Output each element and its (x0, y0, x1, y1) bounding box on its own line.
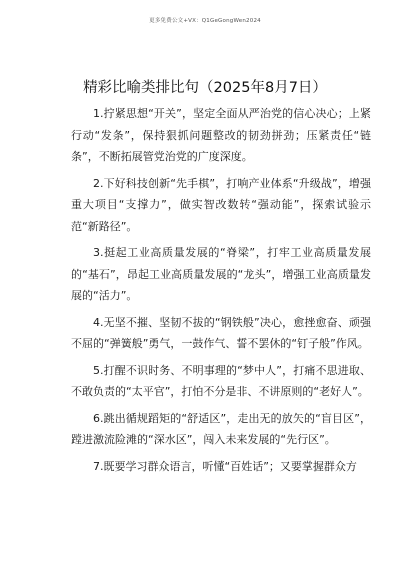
paragraph-3: 3.挺起工业高质量发展的“脊梁”，打牢工业高质量发展的“基石”，昂起工业高质量发展的“龙头”，增强工业高质量发展的“活力”。 (71, 246, 371, 302)
paragraph-5: 5.打醒不识时务、不明事理的“梦中人”，打痛不思进取、不敢负责的“太平官”，打怕不分是非、不讲原则的“老好人”。 (71, 363, 371, 398)
paragraph-7: 7.既要学习群众语言，听懂“百姓话”；又要掌握群众方 (93, 459, 357, 473)
paragraph-6: 6.跳出循规蹈矩的“舒适区”，走出无的放矢的“盲目区”，蹚进激流险滩的“深水区”，闯入未来发展的“先行区”。 (71, 411, 371, 446)
paragraph-2: 2.下好科技创新“先手棋”，打响产业体系“升级战”，增强重大项目“支撑力”，做实智改数转“强动能”，探索试验示范“新路径”。 (71, 176, 371, 233)
document-title: 精彩比喻类排比句（2025年8月7日） (83, 80, 327, 96)
paragraph-4: 4.无坚不摧、坚韧不拔的“钢铁般”决心，愈挫愈奋、顽强不屈的“弹簧般”勇气，一鼓作气、誓不罢休的“钉子般”作风。 (71, 315, 371, 350)
header-watermark: 更多免费公文+VX：Q1GeGongWen2024 (149, 18, 261, 24)
document-body (71, 103, 371, 482)
paragraph-1: 1.拧紧思想“开关”，坚定全面从严治党的信心决心；上紧行动“发条”，保持狠抓问题整改的韧劲拼劲；压紧责任“链条”，不断拓展管党治党的广度深度。 (71, 107, 371, 163)
